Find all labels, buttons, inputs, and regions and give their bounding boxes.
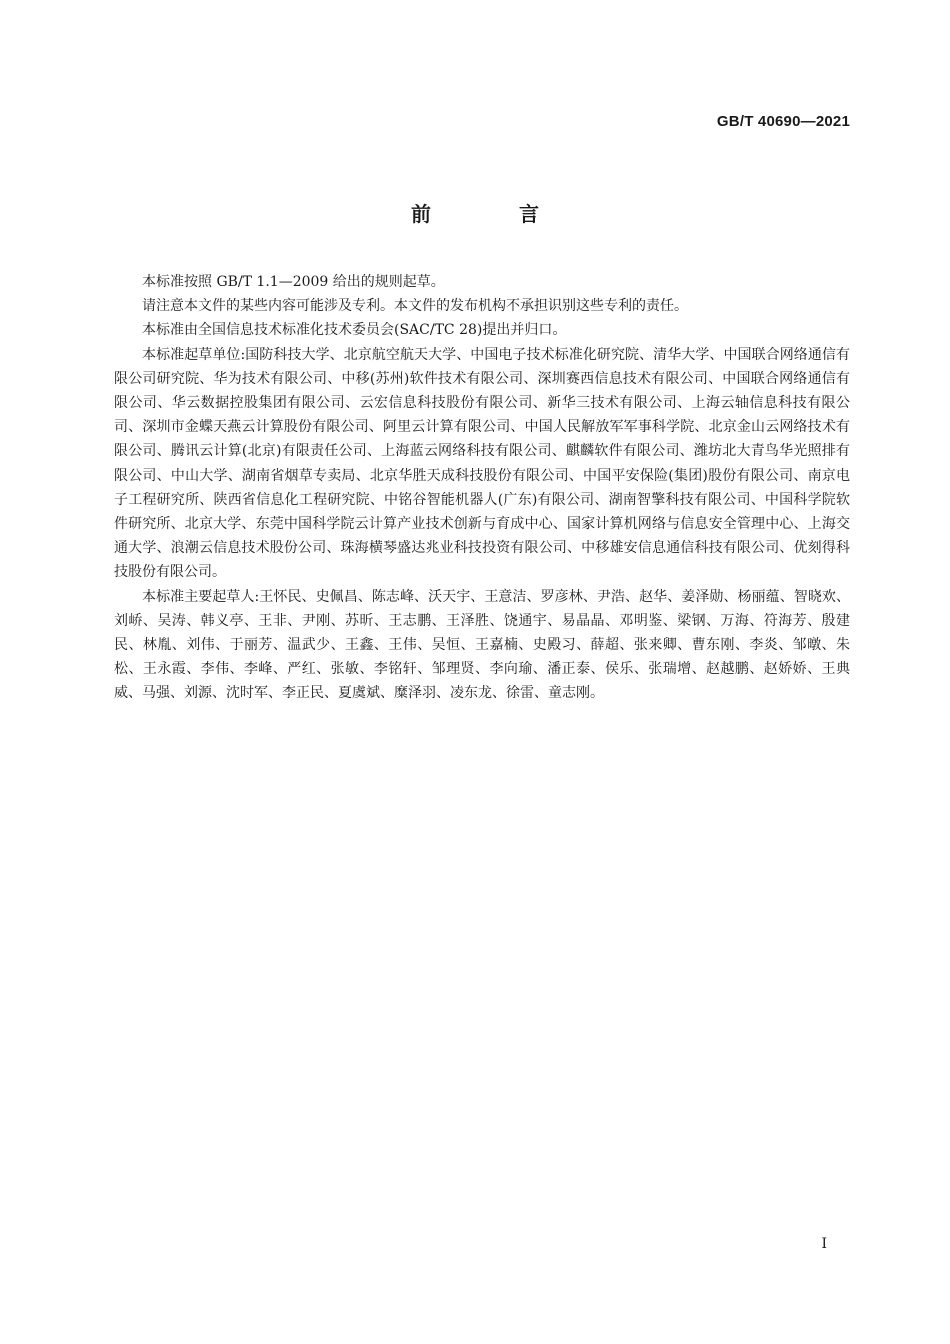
paragraph-proposer: 本标准由全国信息技术标准化技术委员会(SAC/TC 28)提出并归口。 (142, 322, 567, 339)
paragraph-patent-notice: 请注意本文件的某些内容可能涉及专利。本文件的发布机构不承担识别这些专利的责任。 (142, 298, 688, 315)
section-title-foreword: 前 言 (411, 202, 573, 226)
standard-code: GB/T 40690—2021 (716, 113, 850, 130)
paragraph-drafting-rules: 本标准按照 GB/T 1.1—2009 给出的规则起草。 (142, 274, 445, 290)
paragraph-drafters: 本标准主要起草人:王怀民、史佩昌、陈志峰、沃天宇、王意洁、罗彦林、尹浩、赵华、姜泽勋、杨丽蕴、智晓欢、刘峤、吴涛、韩义亭、王非、尹刚、苏昕、王志鹏、王泽胜、饶通宇、易晶晶、邓明鉴、梁钢、万海、符海芳、殷建民、林胤、刘伟、于丽芳、温武少、王鑫、王伟、吴恒、王嘉楠、史殿习、薛超、张来卿、曹东刚、李炎、邹暾、朱松、王永霞、李伟、李峰、严红、张敏、李铭轩、邹理贤、李向瑜、潘正泰、侯乐、张瑞增、赵越鹏、赵娇娇、王典威、马强、刘源、沈时军、李正民、夏虞斌、糜泽羽、凌东龙、徐雷、童志刚。 (114, 588, 850, 702)
paragraph-drafting-units: 本标准起草单位:国防科技大学、北京航空航天大学、中国电子技术标准化研究院、清华大学、中国联合网络通信有限公司研究院、华为技术有限公司、中移(苏州)软件技术有限公司、深圳赛西信息技术有限公司、中国联合网络通信有限公司、华云数据控股集团有限公司、云宏信息科技股份有限公司、新华三技术有限公司、上海云轴信息科技有限公司、深圳市金蝶天燕云计算股份有限公司、阿里云计算有限公司、中国人民解放军军事科学院、北京金山云网络技术有限公司、腾讯云计算(北京)有限责任公司、上海蓝云网络科技有限公司、麒麟软件有限公司、潍坊北大青鸟华光照排有限公司、中山大学、湖南省烟草专卖局、北京华胜天成科技股份有限公司、中国平安保险(集团)股份有限公司、南京电子工程研究所、陕西省信息化工程研究院、中铭谷智能机器人(广东)有限公司、湖南智擎科技有限公司、中国科学院软件研究所、北京大学、东莞中国科学院云计算产业技术创新与育成中心、国家计算机网络与信息安全管理中心、上海交通大学、浪潮云信息技术股份公司、珠海横琴盛达兆业科技投资有限公司、中移雄安信息通信科技有限公司、优刻得科技股份有限公司。 (114, 346, 850, 581)
page-number: I (821, 1236, 827, 1252)
foreword-body (114, 270, 850, 706)
